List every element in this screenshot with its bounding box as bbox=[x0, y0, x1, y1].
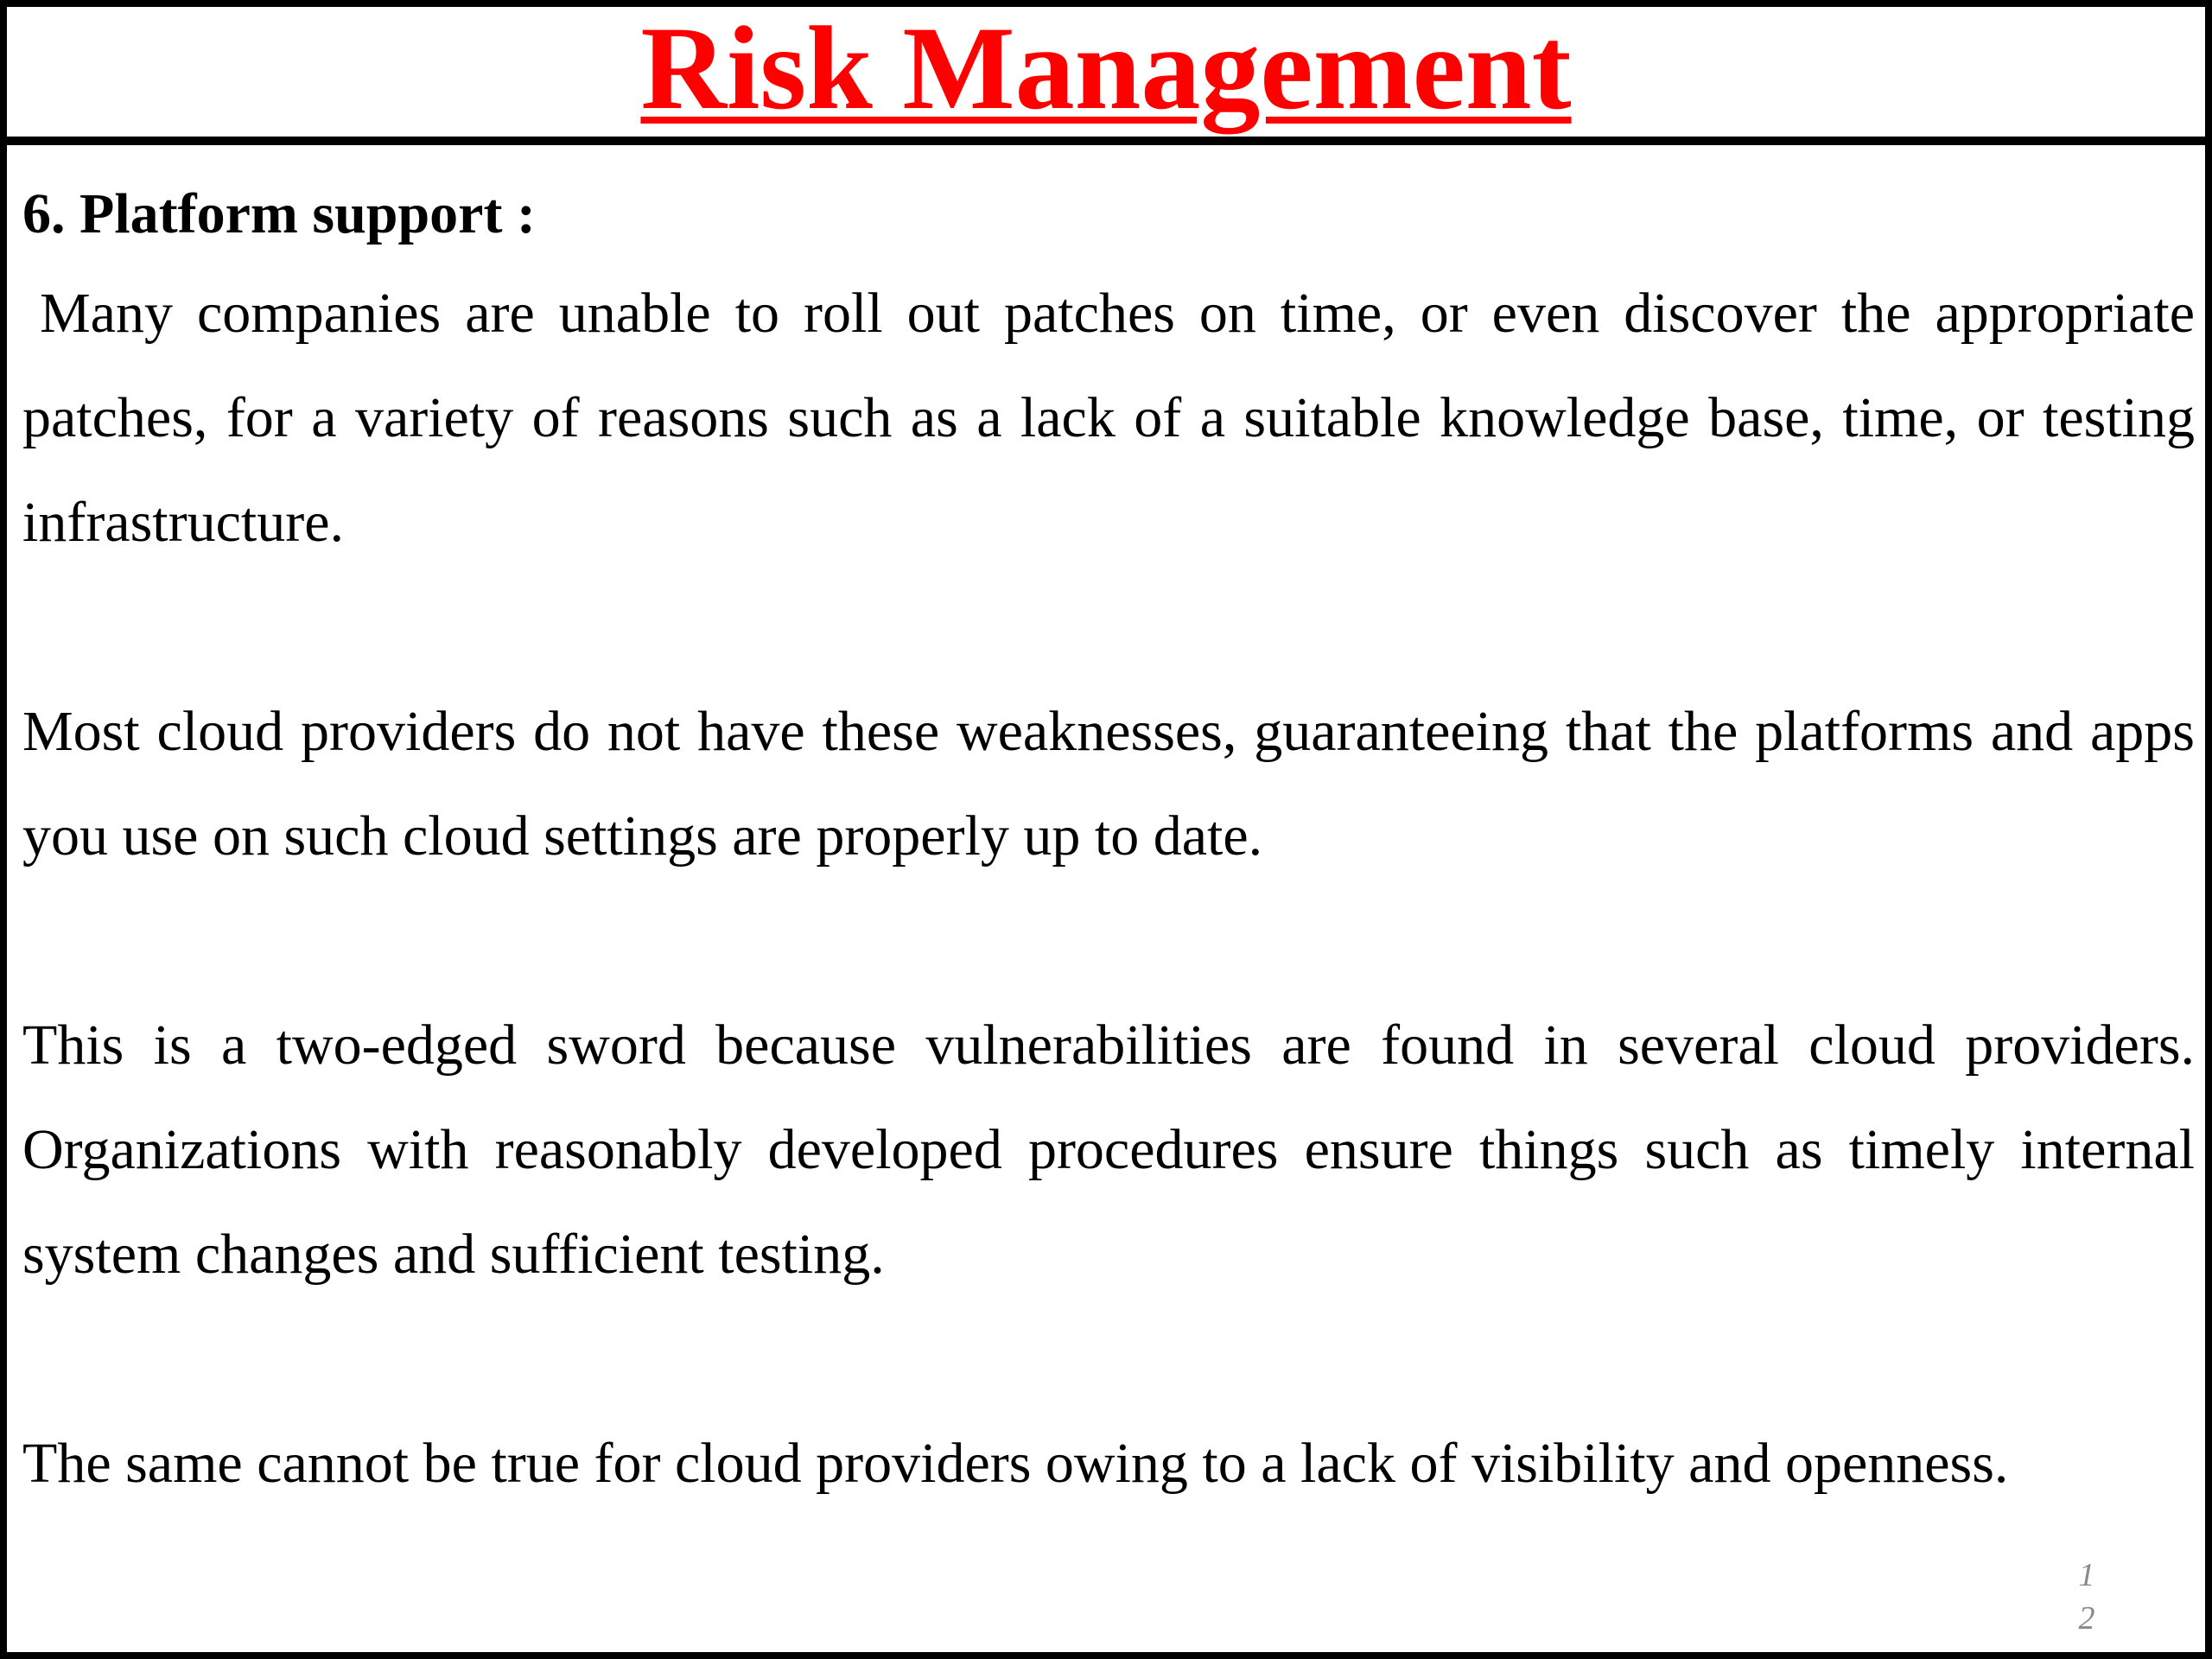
slide-title: Risk Management bbox=[640, 7, 1572, 134]
slide-content bbox=[22, 171, 2195, 1516]
paragraph-2: Most cloud providers do not have these weaknesses, guaranteeing that the platforms and apps you use on such cloud settings are properly up to date. bbox=[22, 700, 2195, 868]
paragraph-4: The same cannot be true for cloud providers owing to a lack of visibility and openness. bbox=[22, 1432, 2009, 1495]
paragraph-3: This is a two-edged sword because vulnerabilities are found in several cloud providers. Organizations with reasonably developed procedures ensure things such as timely internal system changes and sufficient testing. bbox=[22, 1014, 2195, 1286]
paragraph-1: Many companies are unable to roll out patches on time, or even discover the appropriate patches, for a variety of reasons such as a lack of a suitable knowledge base, time, or testing infrastructure. bbox=[22, 282, 2195, 554]
section-heading: 6. Platform support : bbox=[22, 182, 536, 245]
title-bar bbox=[7, 7, 2205, 145]
page-number: 12 bbox=[2078, 1557, 2095, 1637]
